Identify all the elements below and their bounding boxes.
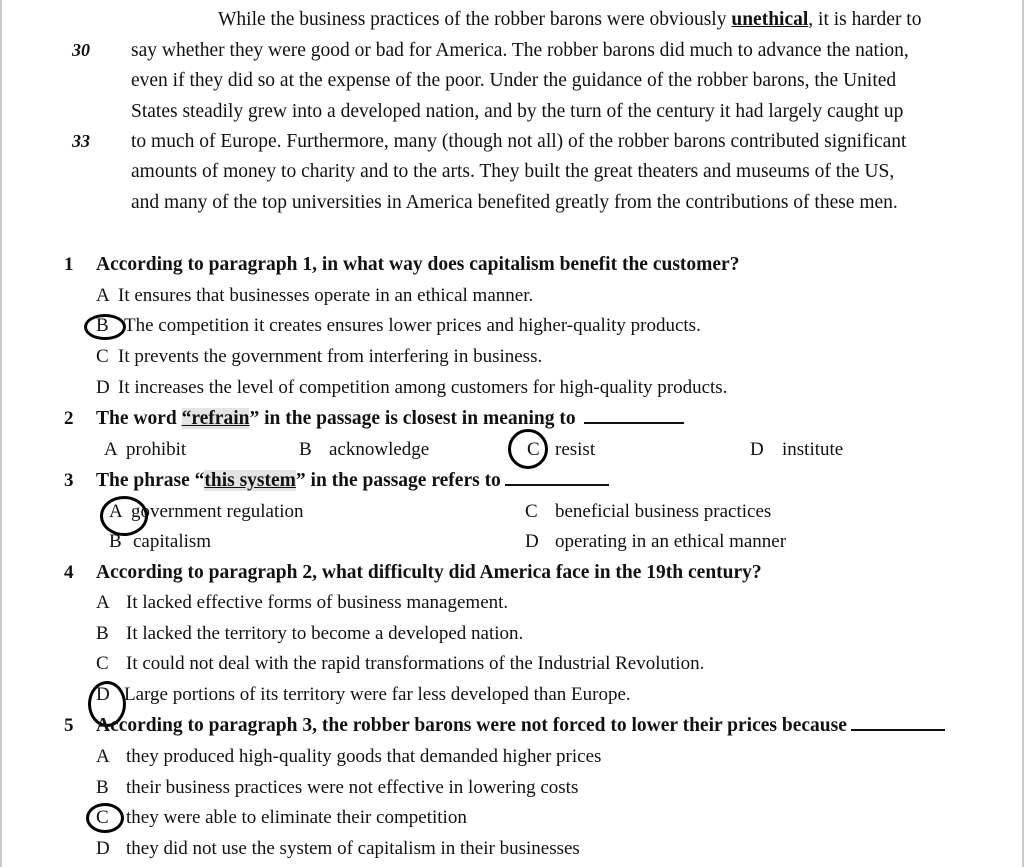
answer-blank [505, 482, 609, 486]
highlighted-term: this system [204, 470, 296, 491]
answer-blank [584, 420, 684, 424]
option-a[interactable]: A It ensures that businesses operate in an ethical manner. [96, 285, 534, 306]
question-text: The word “refrain” in the passage is closest in meaning to [96, 407, 684, 431]
option-b[interactable]: B acknowledge [299, 439, 430, 460]
option-b[interactable]: B capitalism [109, 531, 212, 552]
option-a[interactable]: A It lacked effective forms of business management. [96, 592, 509, 613]
option-a[interactable]: A prohibit [104, 439, 187, 460]
option-d[interactable]: D Large portions of its territory were far less developed than Europe. [96, 684, 631, 705]
passage-line: States steadily grew into a developed nation, and by the turn of the century it had largely caught up [131, 101, 904, 122]
question-text: According to paragraph 3, the robber barons were not forced to lower their prices because [96, 714, 945, 738]
option-a[interactable]: A they produced high-quality goods that demanded higher prices [96, 746, 602, 767]
question-text: According to paragraph 2, what difficulty did America face in the 19th century? [96, 562, 762, 583]
question-text: The phrase “this system” in the passage refers to [96, 469, 609, 493]
question-number: 4 [64, 562, 74, 583]
passage-line: say whether they were good or bad for America. The robber barons did much to advance the nation, [131, 40, 909, 61]
option-d[interactable]: D It increases the level of competition among customers for high-quality products. [96, 377, 728, 398]
question-number: 3 [64, 470, 74, 491]
highlighted-term: “refrain [181, 408, 250, 429]
option-d[interactable]: D operating in an ethical manner [525, 531, 787, 552]
passage-line: and many of the top universities in America benefited greatly from the contributions of these men. [131, 192, 898, 213]
answer-circle-mark [84, 314, 126, 340]
question-text: According to paragraph 1, in what way does capitalism benefit the customer? [96, 254, 740, 275]
passage-line: even if they did so at the expense of the poor. Under the guidance of the robber barons, the United [131, 70, 897, 91]
option-c[interactable]: C resist [527, 439, 596, 460]
option-a[interactable]: A government regulation [109, 501, 304, 522]
option-d[interactable]: D institute [750, 439, 844, 460]
option-c[interactable]: C It prevents the government from interfering in business. [96, 346, 543, 367]
question-number: 5 [64, 715, 74, 736]
answer-blank [851, 727, 945, 731]
option-b[interactable]: B It lacked the territory to become a developed nation. [96, 623, 524, 644]
answer-circle-mark [508, 429, 548, 469]
page-edge-left [0, 0, 2, 867]
option-c[interactable]: C beneficial business practices [525, 501, 772, 522]
passage-line: to much of Europe. Furthermore, many (though not all) of the robber barons contributed significant [131, 131, 907, 152]
option-c[interactable]: C It could not deal with the rapid transformations of the Industrial Revolution. [96, 653, 705, 674]
passage-line: While the business practices of the robber barons were obviously unethical, it is harder to [218, 9, 922, 30]
option-b[interactable]: B their business practices were not effective in lowering costs [96, 777, 579, 798]
option-c[interactable]: C they were able to eliminate their competition [96, 807, 467, 828]
underlined-word: unethical [731, 9, 809, 30]
answer-circle-mark [100, 496, 148, 536]
passage-line: amounts of money to charity and to the arts. They built the great theaters and museums of the US, [131, 161, 895, 182]
answer-circle-mark [86, 803, 124, 833]
question-number: 2 [64, 408, 74, 429]
option-d[interactable]: D they did not use the system of capitalism in their businesses [96, 838, 580, 859]
line-number: 30 [72, 40, 90, 60]
line-number: 33 [72, 131, 90, 151]
option-b[interactable]: B The competition it creates ensures lower prices and higher-quality products. [96, 315, 701, 336]
question-number: 1 [64, 254, 74, 275]
